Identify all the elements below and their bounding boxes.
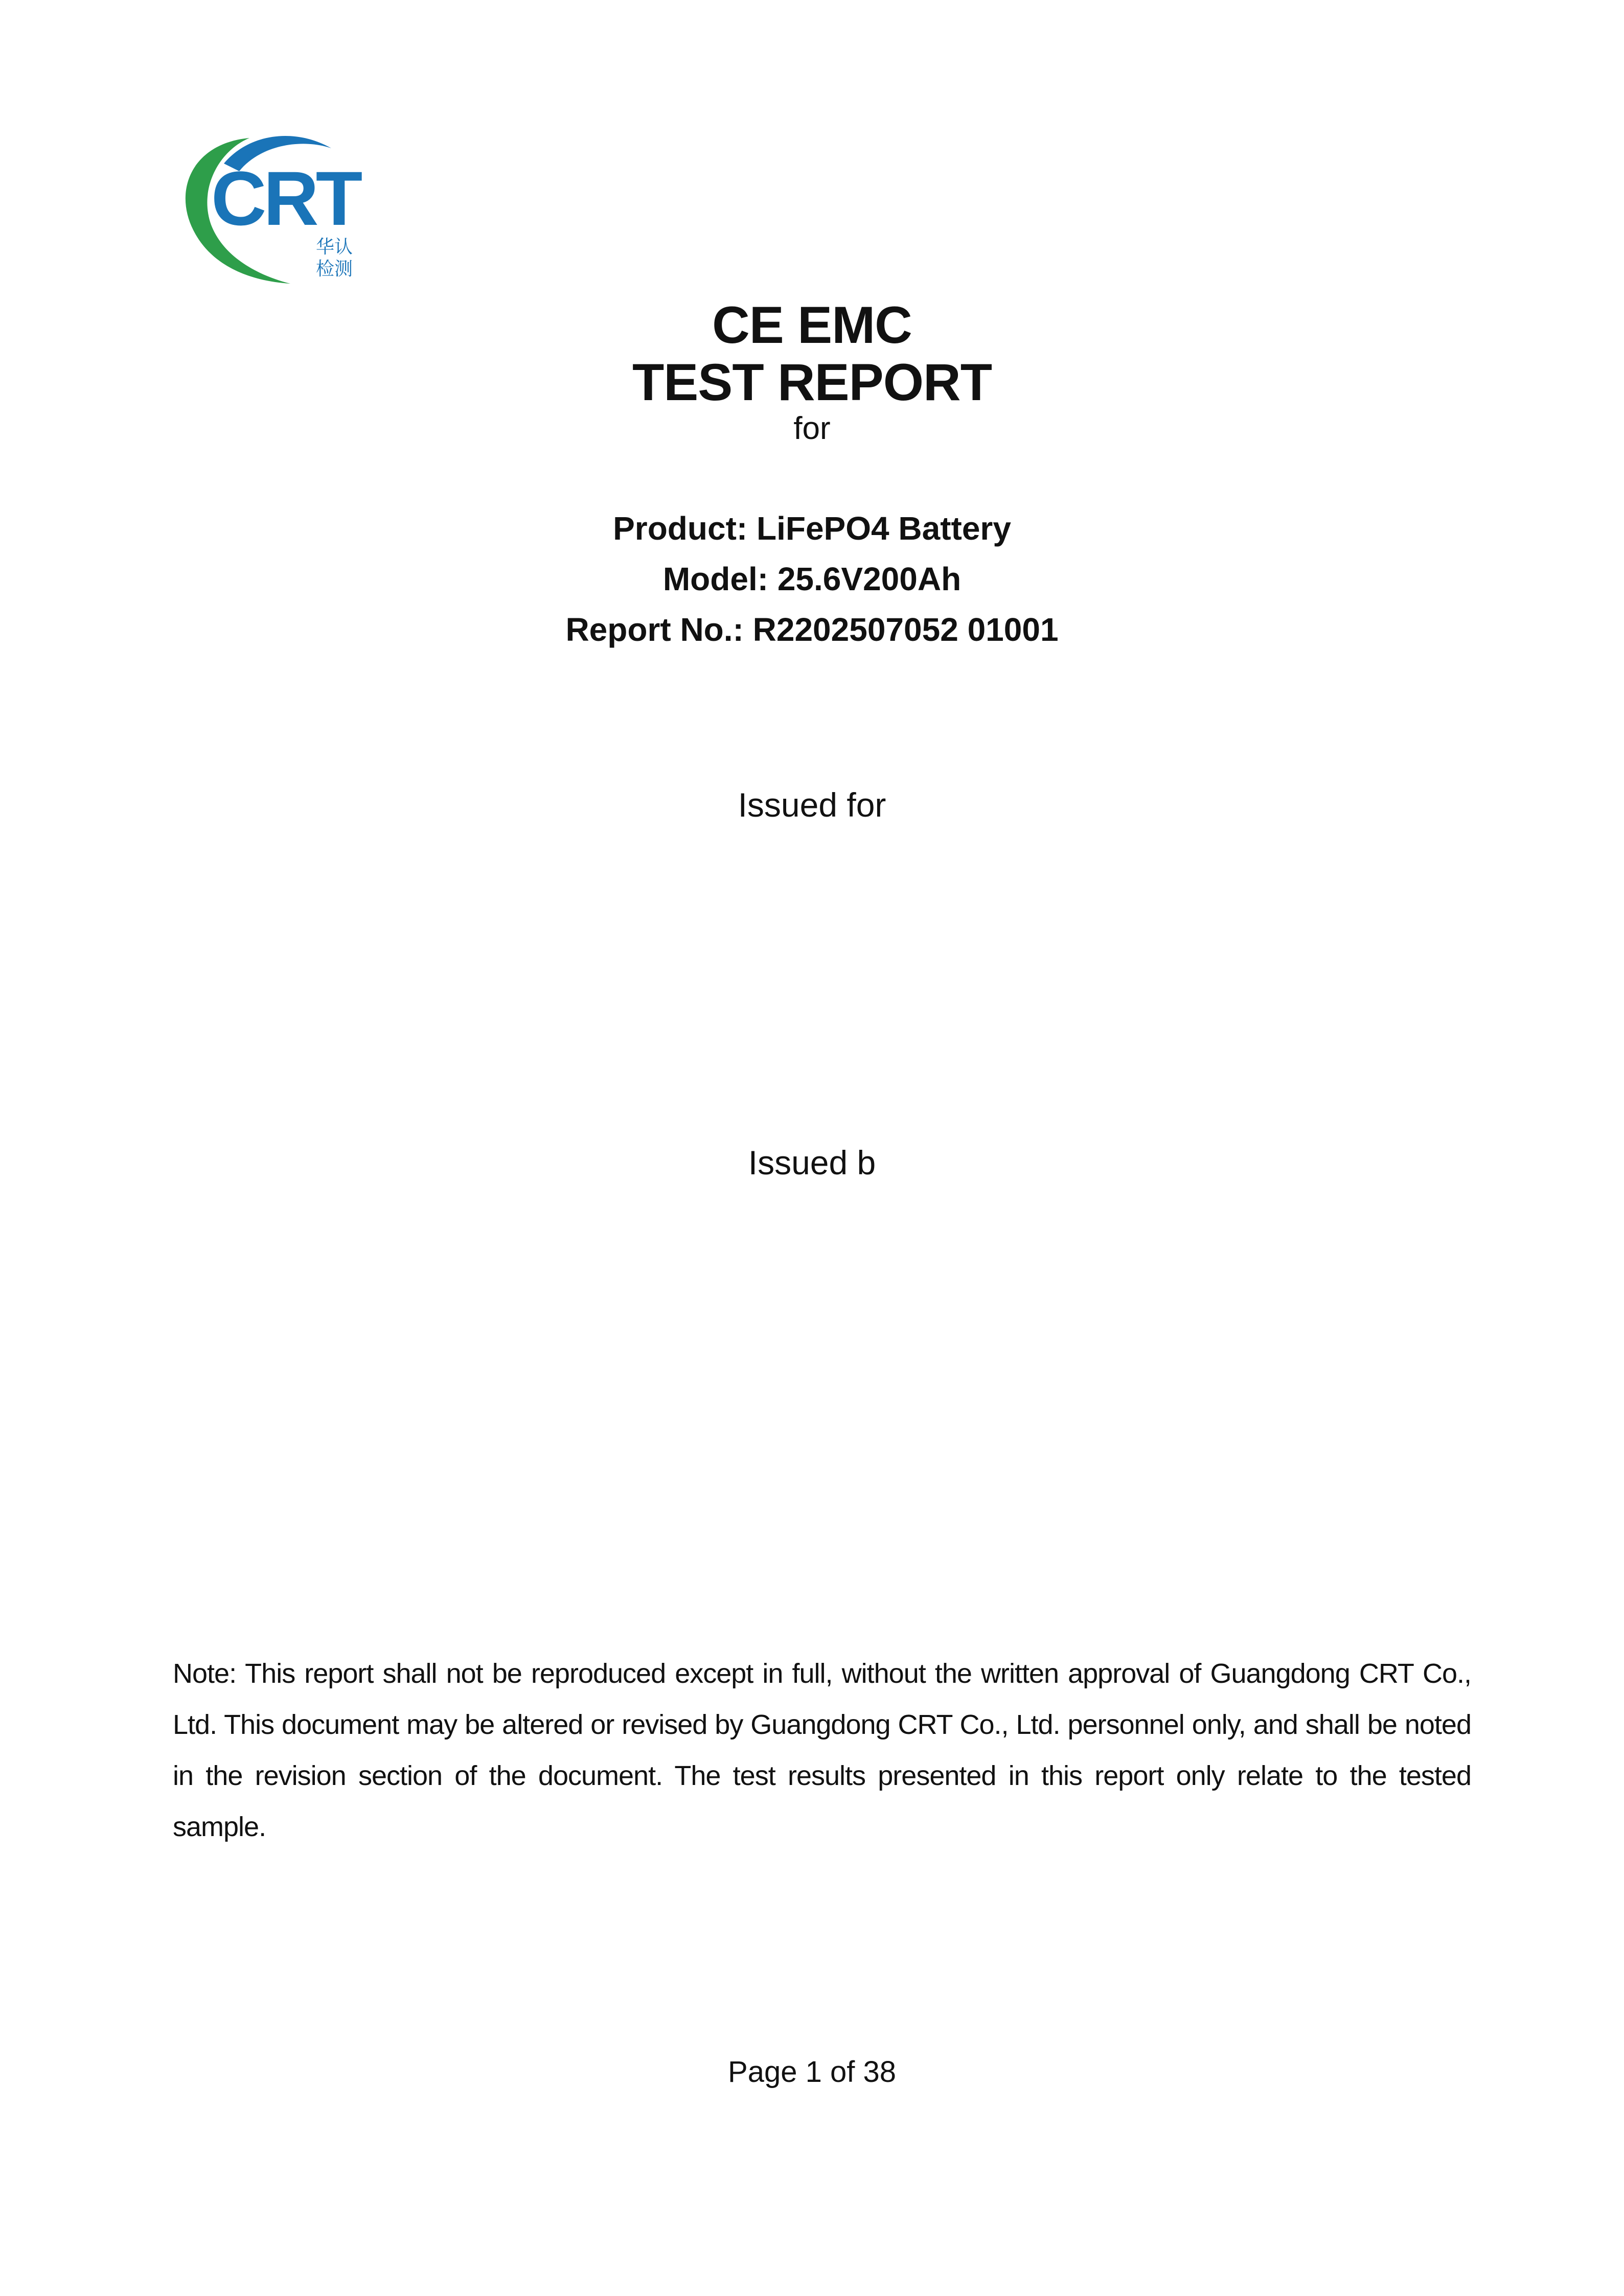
- svg-text:检测: 检测: [316, 259, 353, 280]
- for-label: for: [793, 411, 831, 446]
- issued-for-label: Issued for: [738, 786, 886, 824]
- title-line-2: TEST REPORT: [632, 353, 992, 411]
- report-title: [0, 296, 1624, 447]
- page-number: Page 1 of 38: [728, 2055, 896, 2089]
- crt-logo: [163, 123, 418, 291]
- product-info: [0, 503, 1624, 655]
- report-number: Report No.: R2202507052 01001: [565, 611, 1059, 648]
- disclaimer-note: Note: This report shall not be reproduced except in full, without the written approval of Guangdong CRT Co., Ltd. This document may be altered or revised by Guangdong CRT Co., Ltd. personnel only, and shall be noted in the revision section of the document. The test results presented in this report only relate to the tested sample.: [173, 1658, 1471, 1842]
- model-number: Model: 25.6V200Ah: [662, 561, 962, 597]
- svg-text:华认: 华认: [316, 237, 353, 258]
- issued-by-label: Issued b: [748, 1144, 876, 1181]
- svg-text:CRT: CRT: [211, 155, 360, 241]
- product-name: Product: LiFePO4 Battery: [613, 510, 1011, 547]
- title-line-1: CE EMC: [712, 296, 912, 354]
